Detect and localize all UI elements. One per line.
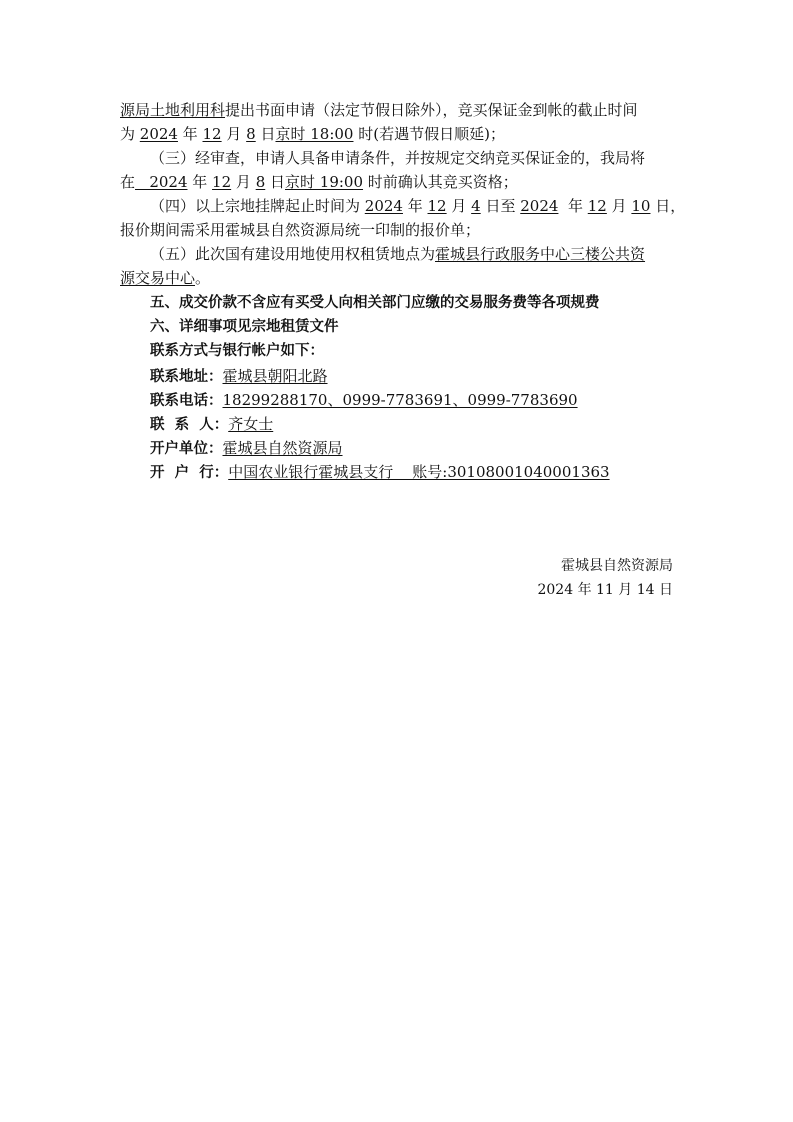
contact-phone-label: 联系电话： xyxy=(150,393,223,409)
location-line-cont xyxy=(120,267,210,289)
start-day: 4 xyxy=(471,197,481,215)
bank-label: 开 户 行： xyxy=(150,465,229,481)
text-segment: 月 xyxy=(446,197,472,215)
section-heading-6: 六、详细事项见宗地租赁文件 xyxy=(150,319,339,335)
start-month: 12 xyxy=(427,197,447,215)
section-heading-5: 五、成交价款不含应有买受人向相关部门应缴的交易服务费等各项规费 xyxy=(150,295,600,311)
deadline-line xyxy=(120,123,505,145)
text-segment: （四）以上宗地挂牌起止时间为 xyxy=(150,197,365,215)
contact-address-label: 联系地址： xyxy=(150,369,223,385)
text-segment: 为 xyxy=(120,125,140,143)
transaction-location: 霍城县行政服务中心三楼公共资 xyxy=(435,245,646,263)
text-segment: 年 xyxy=(187,173,213,191)
deadline-time: 京时 18:00 xyxy=(275,125,354,143)
text-segment: 时(若遇节假日顺延)； xyxy=(353,125,505,143)
department-name: 源局土地利用科 xyxy=(120,101,226,119)
contact-address: 霍城县朝阳北路 xyxy=(222,367,328,385)
text-segment: 月 xyxy=(606,197,632,215)
text-segment: 年 xyxy=(558,197,588,215)
text-segment: 时前确认其竞买资格； xyxy=(363,173,518,191)
end-day: 10 xyxy=(631,197,651,215)
bank-row xyxy=(150,461,610,484)
contact-person-label: 联 系 人： xyxy=(150,417,229,433)
text-segment: 日， xyxy=(650,197,686,215)
account-unit: 霍城县自然资源局 xyxy=(222,439,343,457)
text-segment: 在 xyxy=(120,173,136,191)
text-segment: （五）此次国有建设用地使用权租赁地点为 xyxy=(150,245,436,263)
signature-date: 2024 年 11 月 14 日 xyxy=(537,582,673,598)
listing-period-line xyxy=(150,195,685,217)
account-unit-label: 开户单位： xyxy=(150,441,223,457)
text-segment: 。 xyxy=(195,269,211,287)
qualification-month: 12 xyxy=(212,173,232,191)
contact-address-row xyxy=(150,365,328,388)
qualification-time: 京时 19:00 xyxy=(285,173,364,191)
signature-org: 霍城县自然资源局 xyxy=(561,558,673,574)
contact-phone: 18299288170、0999-7783691、0999-7783690 xyxy=(222,391,578,409)
contact-phone-row xyxy=(150,389,578,412)
deadline-month: 12 xyxy=(202,125,222,143)
qualification-day: 8 xyxy=(255,173,266,191)
end-month: 12 xyxy=(587,197,607,215)
deadline-day: 8 xyxy=(246,125,256,143)
text-segment: 日 xyxy=(265,173,286,191)
paragraph-line: （三）经审查，申请人具备申请条件，并按规定交纳竞买保证金的，我局将 xyxy=(150,149,646,167)
text-segment: 月 xyxy=(231,173,256,191)
text-segment: 年 xyxy=(402,197,428,215)
contact-person: 齐女士 xyxy=(228,415,274,433)
text-segment: 提出书面申请（法定节假日除外），竞买保证金到帐的截止时间 xyxy=(225,101,638,119)
account-unit-row xyxy=(150,437,343,460)
location-line xyxy=(150,243,645,265)
bank-account: 中国农业银行霍城县支行 账号:30108001040001363 xyxy=(228,463,610,481)
contact-person-row xyxy=(150,413,273,436)
transaction-location-cont: 源交易中心 xyxy=(120,269,196,287)
end-year: 2024 xyxy=(520,197,559,215)
start-year: 2024 xyxy=(364,197,403,215)
contact-intro: 联系方式与银行帐户如下： xyxy=(150,343,324,359)
deadline-year: 2024 xyxy=(139,125,178,143)
text-segment: 日至 xyxy=(480,197,521,215)
qualification-year: 2024 xyxy=(135,173,188,191)
qualification-line xyxy=(120,171,518,193)
text-segment: 年 xyxy=(177,125,203,143)
text-segment: 日 xyxy=(255,125,276,143)
text-segment: 月 xyxy=(221,125,247,143)
paragraph-line xyxy=(120,99,638,121)
paragraph-line: 报价期间需采用霍城县自然资源局统一印制的报价单； xyxy=(120,221,481,239)
